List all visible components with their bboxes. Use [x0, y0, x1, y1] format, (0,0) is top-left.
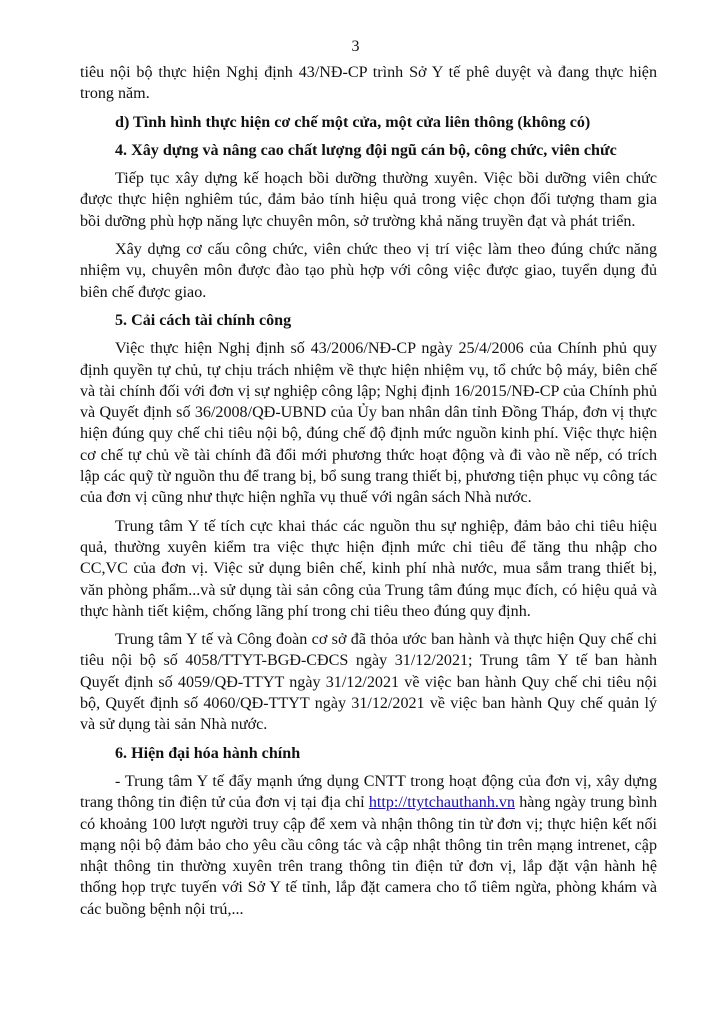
section-5-paragraph-2: Trung tâm Y tế tích cực khai thác các nguồn thu sự nghiệp, đảm bảo chi tiêu hiệu quả, thường xuyên kiểm tra việc thực hiện định mức chi tiêu để tăng thu nhập cho CC,VC của đơn vị. Việc sử dụng biên chế, kinh phí nhà nước, mua sắm trang thiết bị, văn phòng phẩm...và sử dụng tài sản công của Trung tâm đúng mục đích, có hiệu quả và thực hành tiết kiệm, chống lãng phí trong chi tiêu theo đúng quy định.: [80, 517, 657, 620]
section-6-paragraph-1: [80, 771, 657, 920]
section-5-paragraph-3: Trung tâm Y tế và Công đoàn cơ sở đã thỏa ước ban hành và thực hiện Quy chế chi tiêu nội bộ số 4058/TTYT-BGĐ-CĐCS ngày 31/12/2021; Trung tâm Y tế ban hành Quyết định số 4059/QĐ-TTYT ngày 31/12/2021 về việc ban hành Quy chế chi tiêu nội bộ, Quyết định số 4060/QĐ-TTYT ngày 31/12/2021 về việc ban hành Quy chế quản lý và sử dụng tài sản Nhà nước.: [80, 631, 657, 734]
page-number: 3: [351, 38, 360, 55]
heading-d: d) Tình hình thực hiện cơ chế một cửa, một cửa liên thông (không có): [115, 113, 591, 131]
document-body: [80, 62, 657, 920]
heading-section-4: 4. Xây dựng và nâng cao chất lượng đội ngũ cán bộ, công chức, viên chức: [115, 141, 617, 159]
continuation-paragraph: tiêu nội bộ thực hiện Nghị định 43/NĐ-CP trình Sở Y tế phê duyệt và đang thực hiện trong năm.: [80, 64, 657, 103]
section-6-text-before-link: - Trung tâm Y tế đẩy mạnh ứng dụng CNTT trong hoạt động của đơn vị, xây dựng trang thông tin điện tử của đơn vị tại địa chỉ: [80, 772, 657, 812]
section-6-text-after-link: hàng ngày trung bình có khoảng 100 lượt người truy cập để xem và nhận thông tin từ đơn vị; thực hiện kết nối mạng nội bộ đảm bảo cho yêu cầu công tác và cập nhật thông tin trên mạng intrenet, cập nhật thông tin thường xuyên trên trang thông tin điện tử đơn vị, lắp đặt vận hành hệ thống họp trực tuyến với Sở Y tế tỉnh, lắp đặt camera cho tổ tiêm ngừa, phòng khám và các buồng bệnh nội trú,...: [80, 794, 657, 918]
website-link[interactable]: http://ttytchauthanh.vn: [368, 794, 515, 812]
section-4-paragraph-1: Tiếp tục xây dựng kế hoạch bồi dưỡng thường xuyên. Việc bồi dưỡng viên chức được thực hiện nghiêm túc, đảm bảo tính hiệu quả trong việc chọn đối tượng tham gia bồi dưỡng phù hợp năng lực chuyên môn, sở trường khả năng truyền đạt và phát triển.: [80, 170, 657, 230]
heading-section-5: 5. Cải cách tài chính công: [115, 311, 292, 329]
section-5-paragraph-1: Việc thực hiện Nghị định số 43/2006/NĐ-CP ngày 25/4/2006 của Chính phủ quy định quyền tự chủ, tự chịu trách nhiệm về thực hiện nhiệm vụ, tổ chức bộ máy, biên chế và tài chính đối với đơn vị sự nghiệp công lập; Nghị định 16/2015/NĐ-CP của Chính phủ và Quyết định số 36/2008/QĐ-UBND của Ủy ban nhân dân tỉnh Đồng Tháp, đơn vị thực hiện đúng quy chế chi tiêu nội bộ, đúng chế độ định mức nguồn kinh phí. Việc thực hiện cơ chế tự chủ về tài chính đã đổi mới phương thức hoạt động và đi vào nề nếp, có trích lập các quỹ từ nguồn thu để trang bị, bổ sung trang thiết bị, phương tiện phục vụ công tác của đơn vị cũng như thực hiện nghĩa vụ thuế với ngân sách Nhà nước.: [80, 340, 657, 507]
heading-section-6: 6. Hiện đại hóa hành chính: [115, 744, 301, 762]
section-4-paragraph-2: Xây dựng cơ cấu công chức, viên chức theo vị trí việc làm theo đúng chức năng nhiệm vụ, chuyên môn được đào tạo phù hợp với công việc được giao, tuyển dụng đủ biên chế được giao.: [80, 241, 657, 301]
